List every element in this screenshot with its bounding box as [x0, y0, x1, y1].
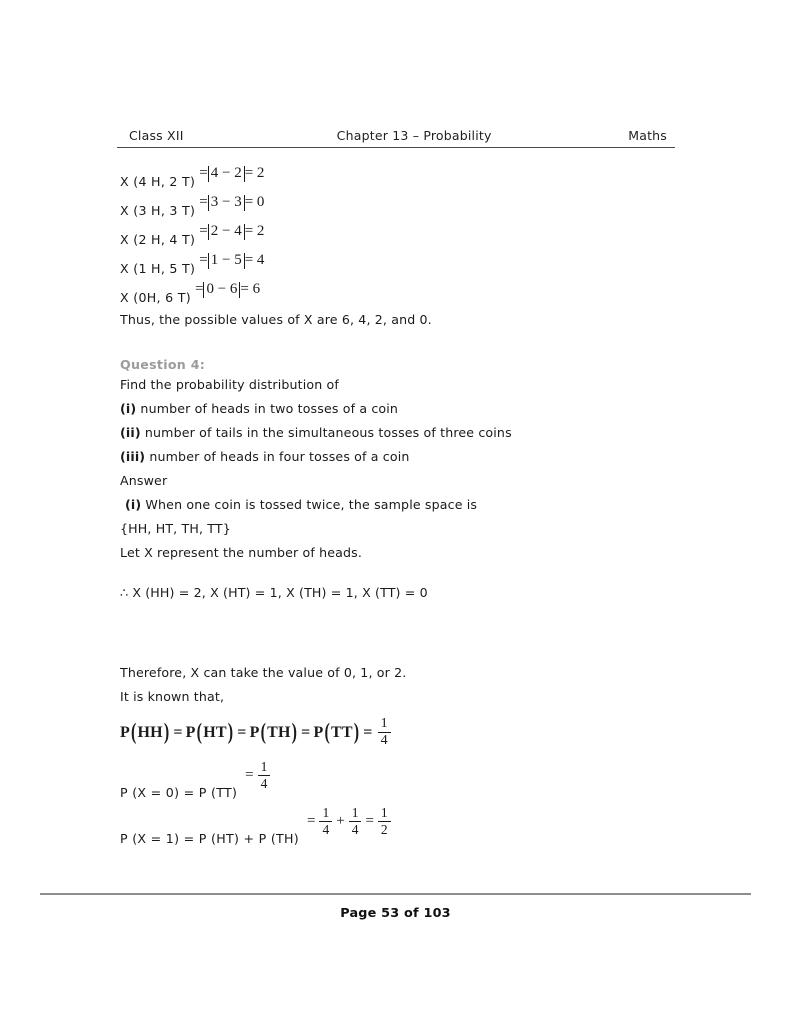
question-label: Question 4: — [120, 357, 206, 372]
fraction-denominator: 4 — [349, 821, 362, 837]
it-is-known-that: It is known that, — [120, 689, 225, 704]
question-item-marker: (i) — [120, 401, 137, 416]
paren-close: ) — [163, 719, 170, 745]
equals-sign: = — [365, 812, 374, 829]
p-symbol: P — [185, 723, 196, 741]
outcome-th: TH — [267, 723, 291, 741]
header-subject-label: Maths — [628, 128, 667, 143]
outcome-hh: HH — [137, 723, 163, 741]
absolute-value-expression: 4 − 2 — [208, 166, 245, 182]
fraction-one-half — [378, 806, 391, 836]
equation-lhs: X (2 H, 4 T) — [120, 232, 196, 247]
fraction-one-fourth — [378, 717, 391, 748]
spacer — [120, 564, 720, 580]
probability-x-equals-zero-row — [120, 757, 720, 803]
probability-x-equals-one-row — [120, 803, 720, 849]
fraction-numerator: 1 — [260, 759, 268, 774]
equation-result: 2 — [256, 223, 265, 239]
paren-open: ( — [130, 719, 137, 745]
equation-result: 2 — [256, 165, 265, 181]
fraction-one-fourth-a — [319, 806, 332, 836]
x-can-take-values: Therefore, X can take the value of 0, 1, or 2. — [120, 665, 407, 680]
page-footer — [40, 893, 751, 921]
paren-close: ) — [227, 719, 234, 745]
fraction-numerator: 1 — [322, 805, 330, 820]
question-item-text: number of heads in two tosses of a coin — [136, 401, 399, 416]
paren-open: ( — [260, 719, 267, 745]
equation-lhs: X (3 H, 3 T) — [120, 203, 196, 218]
footer-divider — [40, 893, 751, 895]
equals-sign: = — [237, 723, 247, 741]
question-item — [120, 422, 720, 444]
fraction-denominator: 4 — [378, 732, 391, 748]
equals-sign: = — [173, 723, 183, 741]
outcome-tt: TT — [331, 723, 353, 741]
equals-sign: = — [301, 723, 311, 741]
therefore-x-values: ∴ X (HH) = 2, X (HT) = 1, X (TH) = 1, X (TT) = 0 — [120, 585, 428, 600]
equation-lhs: X (4 H, 2 T) — [120, 174, 196, 189]
p-symbol: P — [120, 723, 130, 741]
absolute-value-expression: 3 − 3 — [208, 195, 245, 211]
px0-rhs — [243, 760, 272, 790]
question-item-text: number of heads in four tosses of a coin — [145, 449, 410, 464]
question-intro: Find the probability distribution of — [120, 377, 339, 392]
spacer — [120, 604, 720, 660]
answer-part-marker: (i) — [125, 497, 142, 512]
spacer — [120, 330, 720, 357]
let-x-statement: Let X represent the number of heads. — [120, 545, 363, 560]
fraction-numerator: 1 — [380, 805, 388, 820]
px0-lhs: P (X = 0) = P (TT) — [120, 785, 238, 800]
outcome-ht: HT — [203, 723, 227, 741]
plus-sign: + — [336, 812, 345, 829]
px1-lhs: P (X = 1) = P (HT) + P (TH) — [120, 831, 300, 846]
equals-sign: = — [245, 766, 254, 783]
p-symbol: P — [249, 723, 260, 741]
spacer — [120, 708, 720, 717]
equation-row — [120, 191, 720, 220]
equals-sign: = — [307, 812, 316, 829]
fraction-numerator: 1 — [351, 805, 359, 820]
equation-result: 0 — [256, 194, 265, 210]
sample-space-set: {HH, HT, TH, TT} — [120, 521, 231, 536]
equation-rhs: = 0 − 6 = 6 — [194, 281, 261, 297]
equation-rhs: = 4 − 2 = 2 — [199, 165, 265, 181]
px1-rhs — [305, 806, 393, 836]
equation-result: 6 — [252, 281, 261, 297]
paren-close: ) — [353, 719, 360, 745]
equation-row — [120, 249, 720, 278]
question-item-text: number of tails in the simultaneous tosses of three coins — [140, 425, 512, 440]
answer-part-text: When one coin is tossed twice, the sample space is — [141, 497, 478, 512]
equation-lhs: X (1 H, 5 T) — [120, 261, 196, 276]
equation-rhs: = 2 − 4 = 2 — [199, 223, 265, 239]
document-content — [120, 162, 720, 849]
equation-row — [120, 162, 720, 191]
p-symbol: P — [313, 723, 324, 741]
header-chapter-title: Chapter 13 – Probability — [336, 128, 492, 143]
absolute-value-expression: 1 − 5 — [208, 253, 245, 269]
fraction-denominator: 4 — [319, 821, 332, 837]
page-number: Page 53 of 103 — [340, 906, 451, 921]
question-item — [120, 398, 720, 420]
question-item-marker: (ii) — [120, 425, 141, 440]
paren-open: ( — [196, 719, 203, 745]
fraction-one-fourth — [258, 760, 271, 790]
equation-lhs: X (0H, 6 T) — [120, 290, 191, 305]
equation-result: 4 — [256, 252, 265, 268]
possible-values-statement: Thus, the possible values of X are 6, 4, 2, and 0. — [120, 312, 432, 327]
equation-row — [120, 278, 720, 307]
equation-row — [120, 220, 720, 249]
fraction-denominator: 2 — [378, 821, 391, 837]
question-item — [120, 446, 720, 468]
probability-equality-formula — [120, 717, 393, 748]
absolute-value-expression: 2 − 4 — [208, 224, 245, 240]
equation-rhs: = 3 − 3 = 0 — [199, 194, 265, 210]
fraction-one-fourth-b — [349, 806, 362, 836]
header-row — [117, 128, 675, 143]
paren-open: ( — [324, 719, 330, 745]
answer-label: Answer — [120, 473, 168, 488]
spacer — [120, 748, 720, 757]
question-item-marker: (iii) — [120, 449, 146, 464]
absolute-value-expression: 0 − 6 — [203, 282, 240, 298]
equation-rhs: = 1 − 5 = 4 — [199, 252, 265, 268]
fraction-numerator: 1 — [380, 716, 388, 731]
header-divider — [117, 147, 675, 148]
fraction-denominator: 4 — [258, 775, 271, 791]
paren-close: ) — [291, 719, 298, 745]
header-class-label: Class XII — [129, 128, 184, 143]
answer-part-i — [120, 494, 720, 516]
equals-sign: = — [363, 723, 373, 741]
page-header — [117, 128, 675, 148]
